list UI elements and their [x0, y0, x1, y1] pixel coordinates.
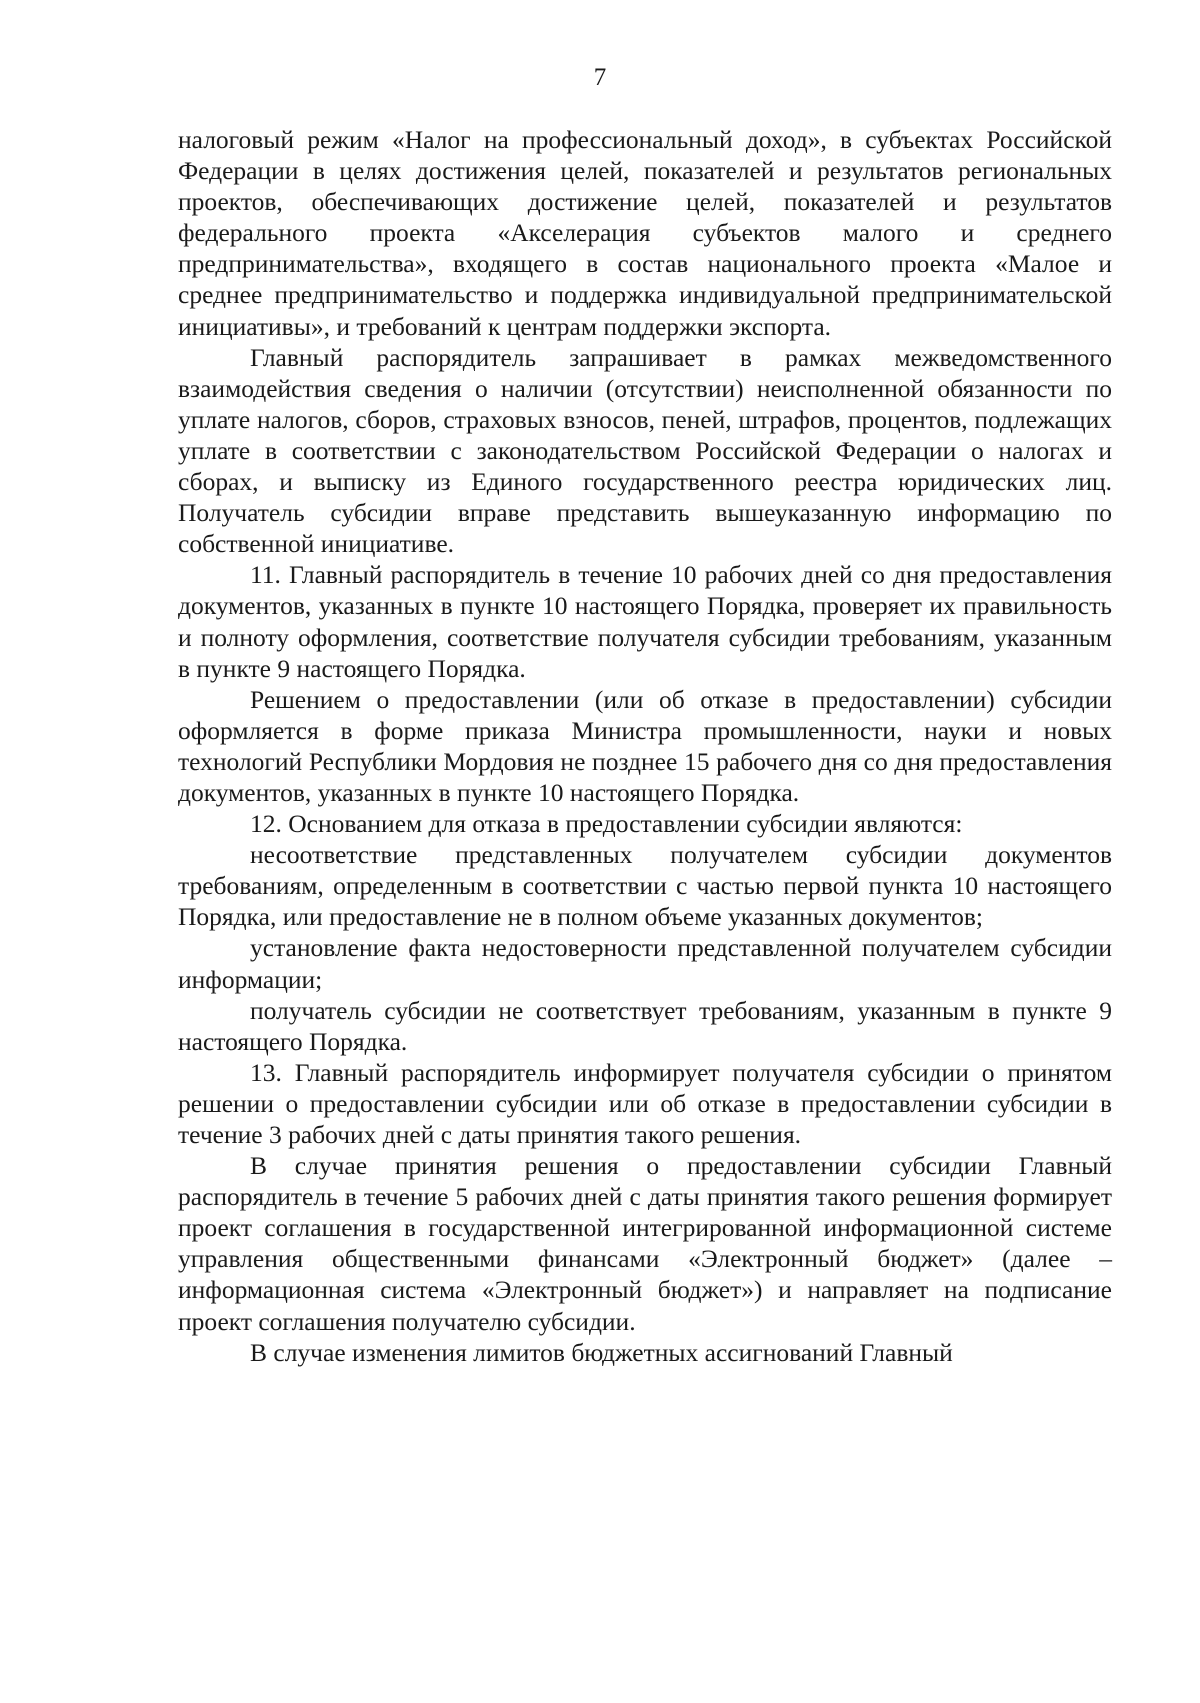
paragraph-10: В случае принятия решения о предоставлении субсидии Главный распорядитель в течение 5 рабочих дней с даты принятия такого решения формирует проект соглашения в государственной интегрированной информационной системе управления общественными финансами «Электронный бюджет» (далее – информационная система «Электронный бюджет») и направляет на подписание проект соглашения получателю субсидии. [178, 1151, 1112, 1336]
paragraph-9: 13. Главный распорядитель информирует получателя субсидии о принятом решении о предоставлении субсидии или об отказе в предоставлении субсидии в течение 3 рабочих дней с даты принятия такого решения. [178, 1057, 1112, 1149]
paragraph-5: 12. Основанием для отказа в предоставлении субсидии являются: [250, 809, 963, 839]
paragraph-6: несоответствие представленных получателем субсидии документов требованиям, определенным в соответствии с частью первой пункта 10 настоящего Порядка, или предоставление не в полном объеме указанных документов; [178, 840, 1112, 932]
paragraph-4: Решением о предоставлении (или об отказе в предоставлении) субсидии оформляется в форме приказа Министра промышленности, науки и новых технологий Республики Мордовия не позднее 15 рабочего дня со дня предоставления документов, указанных в пункте 10 настоящего Порядка. [178, 684, 1112, 807]
page-number: 7 [593, 64, 607, 91]
paragraph-2: Главный распорядитель запрашивает в рамках межведомственного взаимодействия сведения о наличии (отсутствии) неисполненной обязанности по уплате налогов, сборов, страховых взносов, пеней, штрафов, процентов, подлежащих уплате в соответствии с законодательством Российской Федерации о налогах и сборах, и выписку из Единого государственного реестра юридических лиц. Получатель субсидии вправе представить вышеуказанную информацию по собственной инициативе. [178, 342, 1112, 559]
paragraph-8: получатель субсидии не соответствует требованиям, указанным в пункте 9 настоящего Порядка. [178, 995, 1112, 1056]
document-body [178, 124, 1112, 1368]
paragraph-3: 11. Главный распорядитель в течение 10 рабочих дней со дня предоставления документов, указанных в пункте 10 настоящего Порядка, проверяет их правильность и полноту оформления, соответствие получателя субсидии требованиям, указанным в пункте 9 настоящего Порядка. [178, 560, 1112, 683]
paragraph-1: налоговый режим «Налог на профессиональный доход», в субъектах Российской Федерации в целях достижения целей, показателей и результатов региональных проектов, обеспечивающих достижение целей, показателей и результатов федерального проекта «Акселерация субъектов малого и среднего предпринимательства», входящего в состав национального проекта «Малое и среднее предпринимательство и поддержка индивидуальной предпринимательской инициативы», и требований к центрам поддержки экспорта. [178, 125, 1112, 341]
paragraph-11: В случае изменения лимитов бюджетных ассигнований Главный [250, 1337, 953, 1367]
paragraph-7: установление факта недостоверности представленной получателем субсидии информации; [178, 933, 1112, 994]
